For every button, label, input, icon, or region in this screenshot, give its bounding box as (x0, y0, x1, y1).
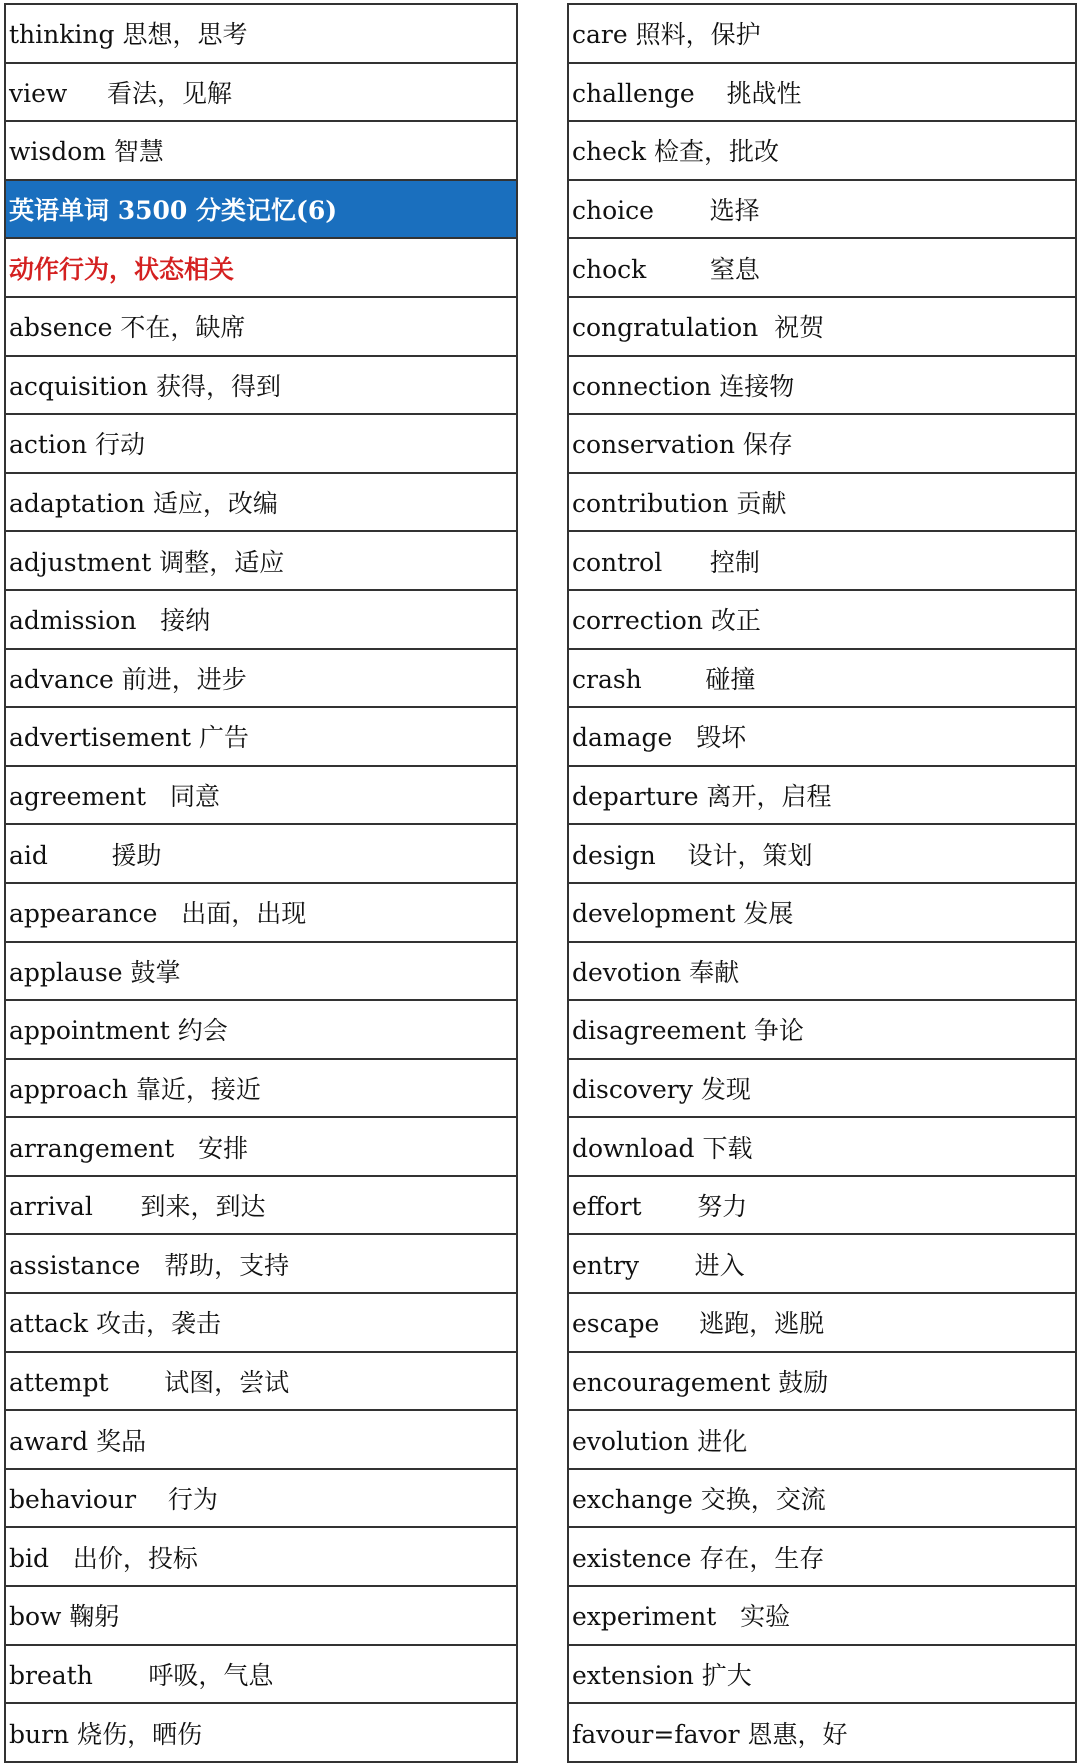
word-row: choice 选择 (569, 181, 1075, 240)
word-row: crash 碰撞 (569, 650, 1075, 709)
section-title: 英语单词 3500 分类记忆(6) (6, 181, 516, 240)
word-row: thinking 思想，思考 (6, 5, 516, 64)
word-row: departure 离开，启程 (569, 767, 1075, 826)
category-heading: 动作行为，状态相关 (6, 239, 516, 298)
word-row: aid 援助 (6, 825, 516, 884)
word-row: check 检查，批改 (569, 122, 1075, 181)
word-row: development 发展 (569, 884, 1075, 943)
word-row: connection 连接物 (569, 357, 1075, 416)
right-word-column (567, 3, 1077, 1763)
word-row: assistance 帮助，支持 (6, 1235, 516, 1294)
word-row: adaptation 适应，改编 (6, 474, 516, 533)
word-row: advance 前进，进步 (6, 650, 516, 709)
word-row: wisdom 智慧 (6, 122, 516, 181)
word-row: view 看法，见解 (6, 64, 516, 123)
word-row: absence 不在，缺席 (6, 298, 516, 357)
word-row: disagreement 争论 (569, 1001, 1075, 1060)
word-row: behaviour 行为 (6, 1470, 516, 1529)
word-row: existence 存在，生存 (569, 1528, 1075, 1587)
word-row: encouragement 鼓励 (569, 1353, 1075, 1412)
word-row: bid 出价，投标 (6, 1528, 516, 1587)
word-row: download 下载 (569, 1118, 1075, 1177)
word-row: devotion 奉献 (569, 943, 1075, 1002)
word-row: approach 靠近，接近 (6, 1060, 516, 1119)
left-word-column (4, 3, 518, 1763)
word-row: contribution 贡献 (569, 474, 1075, 533)
word-row: congratulation 祝贺 (569, 298, 1075, 357)
word-row: attack 攻击，袭击 (6, 1294, 516, 1353)
word-row: challenge 挑战性 (569, 64, 1075, 123)
word-row: design 设计，策划 (569, 825, 1075, 884)
word-row: escape 逃跑，逃脱 (569, 1294, 1075, 1353)
word-row: acquisition 获得，得到 (6, 357, 516, 416)
word-row: appointment 约会 (6, 1001, 516, 1060)
word-row: appearance 出面，出现 (6, 884, 516, 943)
word-row: attempt 试图，尝试 (6, 1353, 516, 1412)
word-row: entry 进入 (569, 1235, 1075, 1294)
word-row: breath 呼吸，气息 (6, 1646, 516, 1705)
word-row: discovery 发现 (569, 1060, 1075, 1119)
word-row: damage 毁坏 (569, 708, 1075, 767)
word-row: evolution 进化 (569, 1411, 1075, 1470)
word-row: admission 接纳 (6, 591, 516, 650)
word-row: bow 鞠躬 (6, 1587, 516, 1646)
word-row: care 照料，保护 (569, 5, 1075, 64)
word-row: applause 鼓掌 (6, 943, 516, 1002)
word-row: agreement 同意 (6, 767, 516, 826)
word-row: advertisement 广告 (6, 708, 516, 767)
word-row: extension 扩大 (569, 1646, 1075, 1705)
word-row: experiment 实验 (569, 1587, 1075, 1646)
word-row: arrival 到来，到达 (6, 1177, 516, 1236)
word-row: burn 烧伤，晒伤 (6, 1704, 516, 1763)
word-row: chock 窒息 (569, 239, 1075, 298)
word-row: effort 努力 (569, 1177, 1075, 1236)
word-row: arrangement 安排 (6, 1118, 516, 1177)
word-row: conservation 保存 (569, 415, 1075, 474)
word-row: correction 改正 (569, 591, 1075, 650)
word-row: action 行动 (6, 415, 516, 474)
word-row: award 奖品 (6, 1411, 516, 1470)
word-row: exchange 交换，交流 (569, 1470, 1075, 1529)
word-row: adjustment 调整，适应 (6, 532, 516, 591)
word-row: favour=favor 恩惠，好 (569, 1704, 1075, 1763)
word-row: control 控制 (569, 532, 1075, 591)
